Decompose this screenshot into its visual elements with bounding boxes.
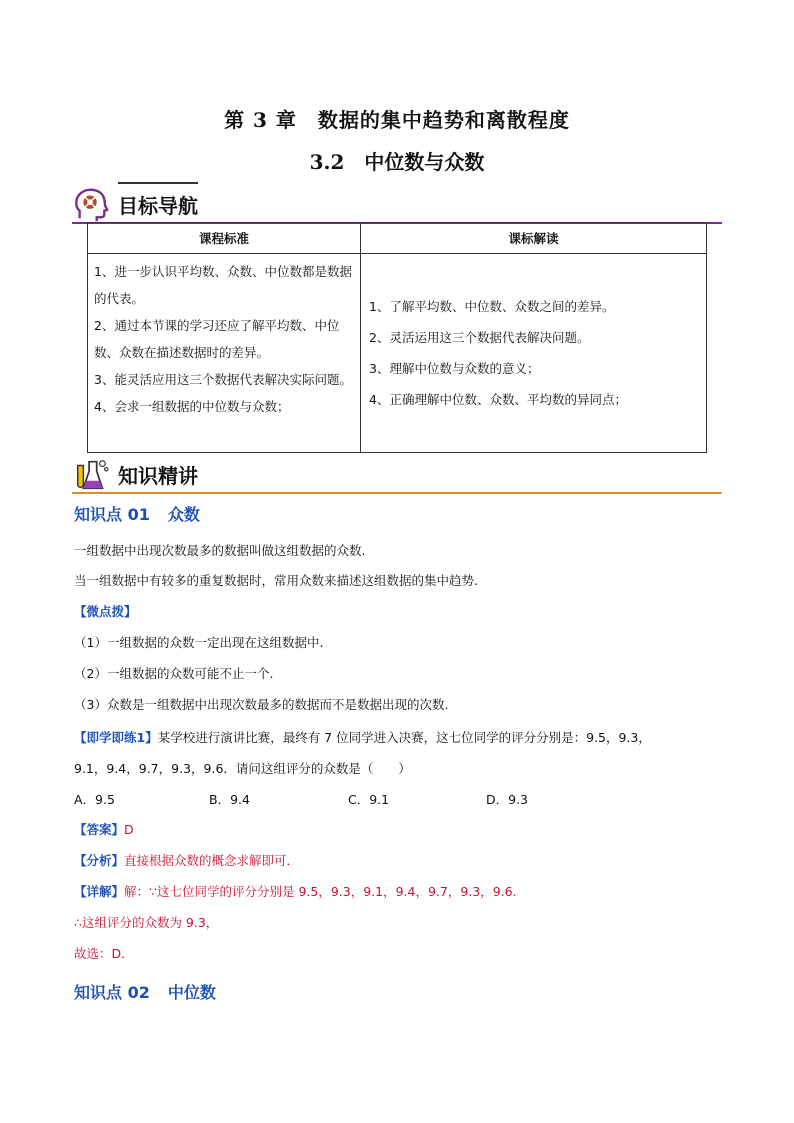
answer-line xyxy=(74,820,134,838)
section-title: 3.2 中位数与众数 xyxy=(309,150,485,174)
standard-item: 1、进一步认识平均数、众数、中位数都是数据的代表。 xyxy=(94,264,352,306)
standard-item: 3、能灵活应用这三个数据代表解决实际问题。 xyxy=(94,372,352,387)
exercise-label: 【即学即练1】 xyxy=(74,730,158,745)
detail-conclusion xyxy=(74,913,218,931)
answer-label: 【答案】 xyxy=(74,822,125,837)
table-header-interpretation: 课标解读 xyxy=(361,223,707,254)
detail-choice: 故选：D． xyxy=(74,946,134,961)
option-a: A．9.5 xyxy=(74,792,115,807)
therefore-symbol: ∴ xyxy=(74,915,82,930)
answer-value: D xyxy=(124,822,134,837)
tip-label: 【微点拨】 xyxy=(74,604,137,619)
interpretation-item: 4、正确理解中位数、众数、平均数的异同点； xyxy=(369,392,627,407)
knowledge-section-title: 知识精讲 xyxy=(118,464,198,488)
definition-line: 当一组数据中有较多的重复数据时，常用众数来描述这组数据的集中趋势. xyxy=(74,573,478,588)
option-c: C．9.1 xyxy=(348,792,390,807)
knowledge-point-name: 众数 xyxy=(167,505,200,524)
interpretation-cell xyxy=(361,254,707,453)
table-header-standard: 课程标准 xyxy=(88,223,361,254)
chapter-title: 第 3 章 数据的集中趋势和离散程度 xyxy=(224,108,570,132)
detail-conclusion-text: 这组评分的众数为 9.3， xyxy=(81,915,219,930)
goal-section-title: 目标导航 xyxy=(118,194,198,218)
interpretation-item: 3、理解中位数与众数的意义； xyxy=(369,361,540,376)
tip-line: （1）一组数据的众数一定出现在这组数据中. xyxy=(74,635,324,650)
chemistry-flask-icon xyxy=(72,456,110,494)
option-b: B．9.4 xyxy=(209,792,250,807)
option-d: D．9.3 xyxy=(486,792,529,807)
brain-gear-icon xyxy=(72,186,110,224)
analysis-label: 【分析】 xyxy=(74,853,125,868)
standard-item: 2、通过本节课的学习还应了解平均数、中位数、众数在描述数据时的差异。 xyxy=(94,318,340,360)
knowledge-point-number: 知识点 01 xyxy=(74,505,150,524)
exercise-line xyxy=(74,728,651,746)
header-top-rule xyxy=(118,182,198,184)
analysis-text: 直接根据众数的概念求解即可． xyxy=(124,853,300,868)
knowledge-point-number: 知识点 02 xyxy=(74,983,150,1002)
analysis-line xyxy=(74,851,299,869)
detail-prefix: 解： xyxy=(124,884,150,899)
exercise-line-2: 9.1，9.4，9.7，9.3，9.6．请问这组评分的众数是（ ） xyxy=(74,761,411,776)
interpretation-item: 2、灵活运用这三个数据代表解决问题。 xyxy=(369,330,590,345)
definition-line: 一组数据中出现次数最多的数据叫做这组数据的众数. xyxy=(74,543,366,558)
because-symbol: ∵ xyxy=(149,884,157,899)
detail-text: 这七位同学的评分分别是 9.5，9.3，9.1，9.4，9.7，9.3，9.6． xyxy=(156,884,526,899)
tip-line: （2）一组数据的众数可能不止一个. xyxy=(74,666,274,681)
standard-cell xyxy=(88,254,361,453)
knowledge-point-name: 中位数 xyxy=(167,983,216,1002)
exercise-text: 某学校进行演讲比赛，最终有 7 位同学进入决赛，这七位同学的评分分别是：9.5，9.3， xyxy=(157,730,651,745)
tip-line: （3）众数是一组数据中出现次数最多的数据而不是数据出现的次数. xyxy=(74,697,449,712)
course-standard-table xyxy=(87,222,707,453)
knowledge-point-1-heading xyxy=(74,502,200,525)
standard-item: 4、会求一组数据的中位数与众数； xyxy=(94,399,290,414)
detail-label: 【详解】 xyxy=(74,884,125,899)
knowledge-point-2-heading xyxy=(74,980,216,1003)
detail-line xyxy=(74,882,525,900)
interpretation-item: 1、了解平均数、中位数、众数之间的差异。 xyxy=(369,299,615,314)
knowledge-section-rule xyxy=(72,492,722,494)
